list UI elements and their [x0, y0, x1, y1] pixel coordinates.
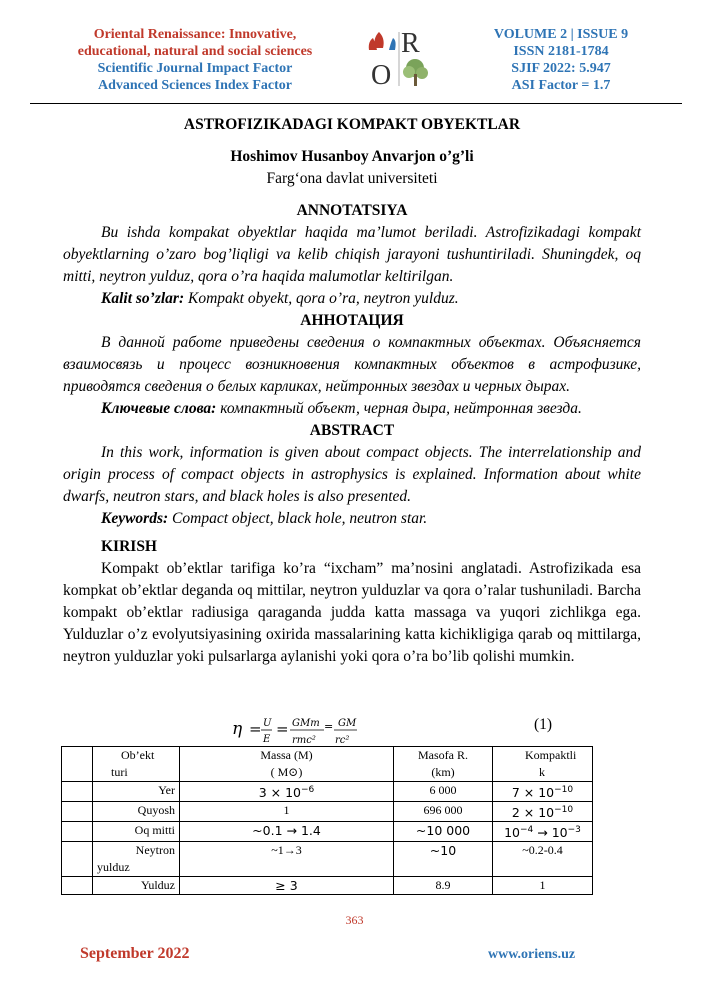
logo-letter-r: R — [401, 28, 420, 59]
keywords-ru-label: Ключевые слова: — [101, 400, 217, 417]
object-name-text: Yulduz — [141, 878, 175, 893]
header-radius-l2: (km) — [431, 765, 455, 779]
journal-title-block — [60, 26, 330, 94]
website-link[interactable]: www.oriens.uz — [488, 947, 576, 962]
object-compactness — [493, 842, 593, 877]
table-row — [62, 822, 593, 842]
annotation-ru-text: В данной работе приведены сведения о компактных объектах. Объясняется взаимосвязь и процесс возникновения компактных объектов в астрофизике, приводятся сведения о белых карликах, нейтронных звездах и черных дырах. — [63, 334, 641, 395]
object-name — [93, 842, 180, 877]
object-mass-value: ~0.1 → 1.4 — [252, 823, 321, 839]
header-object-type-l1: Ob’ekt — [121, 748, 155, 762]
object-radius: ~10 — [394, 842, 493, 877]
object-radius: 6 000 — [394, 782, 493, 802]
object-compactness-exp: −10 — [554, 785, 574, 795]
abstract-text: In this work, information is given about compact objects. The interrelationship and origin process of compact objects in astrophysics is explained. Information about white dwarfs, neutron stars, and black holes is also presented. — [63, 444, 641, 505]
eq-frac1-den: E — [263, 734, 271, 745]
object-mass-value: ≥ 3 — [275, 878, 298, 894]
compact-objects-table — [61, 746, 593, 895]
header-mass-l1: Massa (M) — [260, 748, 313, 762]
object-compactness-exp: −4 — [520, 825, 534, 836]
author-name: Hoshimov Husanboy Anvarjon o’g’li — [230, 148, 474, 165]
annotation-uz-text: Bu ishda kompakat obyektlar haqida ma’lumot beriladi. Astrofizikadagi kompakt obyektlarning o’zaro bog’liqligi va kelib chiqish jarayoni tushuntiriladi. Shuningdek, oq mitti, neytron yulduz, qora o’ra haqida malumotlar keltirilgan. — [63, 224, 641, 285]
object-radius: ~10 000 — [394, 822, 493, 842]
issue-info-block — [476, 26, 646, 94]
impact-factor-label: Scientific Journal Impact Factor — [97, 61, 293, 76]
object-compactness-tail-exp: −3 — [567, 825, 581, 836]
header-mass — [180, 747, 394, 782]
table-cell-empty — [62, 822, 93, 842]
object-name — [93, 822, 180, 842]
object-compactness-value: 10 — [504, 825, 520, 841]
intro-text: Kompakt ob’ektlar tarifiga ko’ra “ixcham” ma’nosini anglatadi. Astrofizikada esa kompkat ob’ektlar deganda oq mittilar, neytron yulduzlar va qora o’ralar tushuniladi. Barcha kompakt ob’ektlar radiusiga qaraganda judda katta massaga va yuqori zichlikga ega. Yulduzlar o’z evolyutsiyasining oxirida massalarining katta kichikligiga qarab oq mittilarga, neytron yulduzlar yoki pulsarlarga aylanishi yoki qora o’ra bo’lib qolishi mumkin. — [63, 560, 641, 665]
keywords-uz-text: Kompakt obyekt, qora o’ra, neytron yulduz. — [184, 290, 459, 307]
keywords-ru-text: компактный объект, черная дыра, нейтронная звезда. — [216, 400, 582, 417]
header-compactness-l2: k — [539, 765, 545, 779]
object-mass-value: ~1→3 — [271, 843, 302, 858]
keywords-ru — [63, 398, 641, 420]
object-compactness — [493, 822, 593, 842]
object-mass-value: 1 — [283, 803, 290, 818]
object-name-text: Oq mitti — [134, 823, 175, 838]
header-object-type — [93, 747, 180, 782]
object-mass — [180, 782, 394, 802]
object-name — [93, 877, 180, 895]
eq-equals-2: = — [276, 720, 289, 738]
volume-issue: VOLUME 2 | ISSUE 9 — [493, 27, 629, 42]
object-compactness — [493, 802, 593, 822]
object-radius: 8.9 — [394, 877, 493, 895]
intro-heading: KIRISH — [101, 538, 157, 555]
keywords-uz-label: Kalit so’zlar: — [101, 290, 185, 307]
page-number: 363 — [345, 913, 364, 927]
object-compactness-value: 1 — [539, 878, 546, 893]
header-compactness — [493, 747, 593, 782]
affiliation: Farg‘ona davlat universiteti — [266, 170, 438, 187]
object-compactness — [493, 782, 593, 802]
object-compactness-exp: −10 — [554, 805, 574, 816]
object-name-line1: Neytron — [135, 843, 175, 858]
asi-factor: ASI Factor = 1.7 — [511, 78, 611, 93]
index-factor-label: Advanced Sciences Index Factor — [97, 78, 293, 93]
journal-name-line1: Oriental Renaissance: Innovative, — [93, 27, 297, 42]
table-header-row — [62, 747, 593, 782]
annotation-uz-heading: ANNOTATSIYA — [296, 202, 408, 219]
object-mass — [180, 842, 394, 877]
eq-frac2-num: GMm — [292, 718, 320, 729]
eq-equals-1: = — [249, 720, 262, 738]
object-compactness — [493, 877, 593, 895]
header-compactness-l1: Kompaktli — [525, 748, 577, 762]
eq-lhs: η — [232, 719, 243, 739]
object-radius: 696 000 — [394, 802, 493, 822]
eq-frac1-num: U — [263, 718, 272, 729]
table-row — [62, 802, 593, 822]
eq-equals-3: = — [324, 720, 334, 733]
object-mass — [180, 877, 394, 895]
table-cell-empty — [62, 747, 93, 782]
object-name-line2: yulduz — [97, 860, 130, 875]
tree-icon — [403, 59, 428, 86]
eq-frac3-num: GM — [338, 718, 357, 729]
object-compactness-value: ~0.2-0.4 — [522, 843, 563, 858]
header-radius — [394, 747, 493, 782]
object-compactness-value: 7 × 10 — [511, 785, 555, 801]
issn: ISSN 2181-1784 — [513, 44, 609, 59]
object-compactness-value: 2 × 10 — [511, 805, 555, 821]
annotation-ru-heading: АННОТАЦИЯ — [300, 312, 404, 329]
table-row — [62, 877, 593, 895]
table-row — [62, 842, 593, 877]
equation — [232, 712, 392, 746]
header-object-type-l2: turi — [111, 765, 128, 779]
object-compactness-tail: → 10 — [533, 825, 568, 841]
journal-name-line2: educational, natural and social sciences — [77, 44, 313, 59]
header-rule — [30, 103, 682, 104]
equation-number: (1) — [534, 716, 553, 733]
keywords-en-label: Keywords: — [101, 510, 169, 527]
abstract-heading: ABSTRACT — [309, 422, 395, 439]
article-body — [63, 112, 641, 668]
table-cell-empty — [62, 782, 93, 802]
eq-frac2-den: rmc² — [292, 735, 316, 746]
logo-letter-o: O — [371, 60, 392, 90]
object-name-text: Yer — [158, 783, 175, 797]
table-cell-empty — [62, 802, 93, 822]
object-name-text: Quyosh — [137, 803, 175, 818]
keywords-en — [63, 508, 641, 530]
object-mass-exp: −6 — [301, 785, 315, 795]
journal-logo — [365, 28, 435, 90]
object-mass — [180, 802, 394, 822]
keywords-en-text: Compact object, black hole, neutron star. — [168, 510, 428, 527]
sjif: SJIF 2022: 5.947 — [511, 61, 611, 76]
object-mass-value: 3 × 10 — [258, 785, 301, 801]
table-cell-empty — [62, 842, 93, 877]
publication-date: September 2022 — [80, 945, 190, 962]
header-radius-l1: Masofa R. — [418, 748, 468, 762]
keywords-uz — [63, 288, 641, 310]
eq-frac3-den: rc² — [335, 735, 350, 746]
table-cell-empty — [62, 877, 93, 895]
object-name — [93, 782, 180, 802]
lotus-icon — [369, 32, 396, 50]
table-row — [62, 782, 593, 802]
article-title: ASTROFIZIKADAGI KOMPAKT OBYEKTLAR — [183, 116, 521, 133]
header-mass-l2: ( M⊙) — [270, 765, 303, 779]
object-mass — [180, 822, 394, 842]
object-name — [93, 802, 180, 822]
